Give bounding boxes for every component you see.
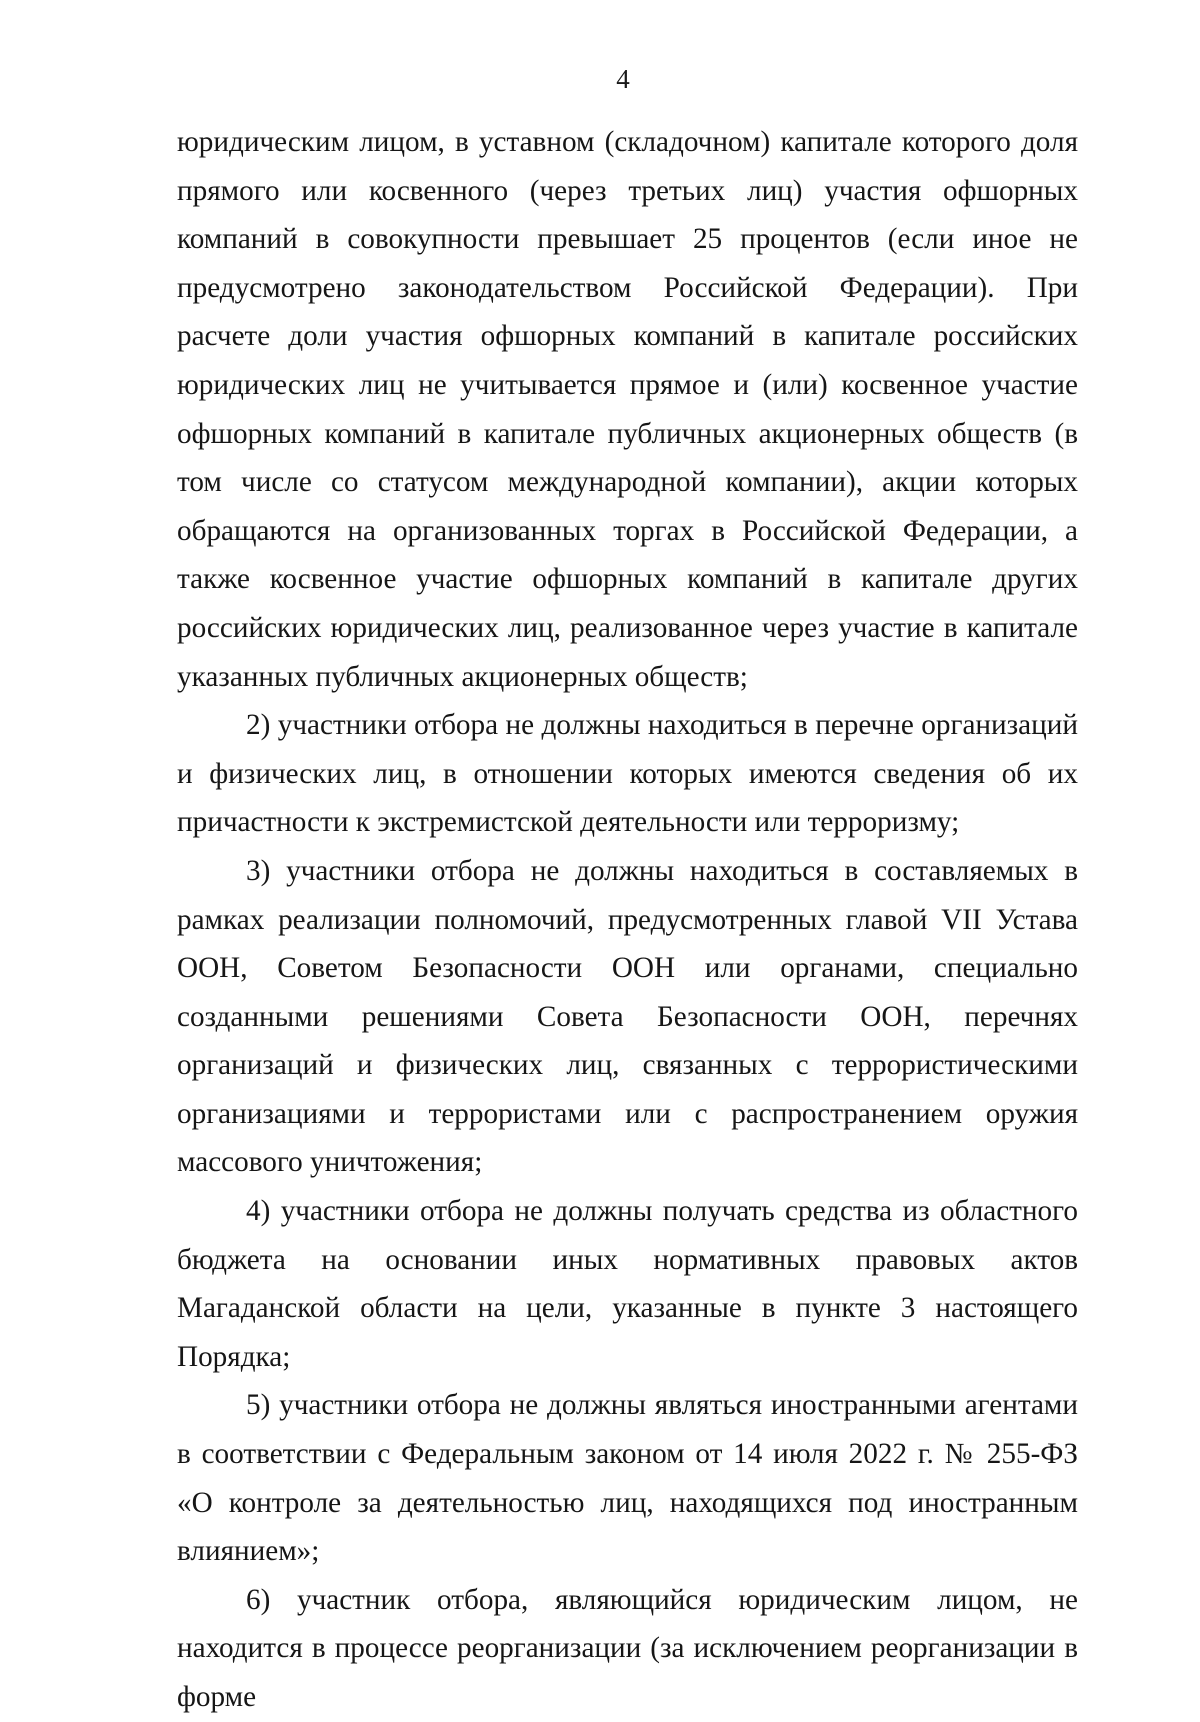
paragraph-item-4: 4) участники отбора не должны получать средства из областного бюджета на основании иных нормативных правовых актов Магаданской области на цели, указанные в пункте 3 настоящего Порядка; (177, 1195, 1078, 1373)
paragraph-item-6: 6) участник отбора, являющийся юридическим лицом, не находится в процессе реорганизации (за исключением реорганизации в форме (177, 1583, 1078, 1713)
paragraph-continuation: юридическим лицом, в уставном (складочном) капитале которого доля прямого или косвенного (через третьих лиц) участия офшорных компаний в совокупности превышает 25 процентов (если иное не предусмотрено законодательством Российской Федерации). При расчете доли участия офшорных компаний в капитале российских юридических лиц не учитывается прямое и (или) косвенное участие офшорных компаний в капитале публичных акционерных обществ (в том числе со статусом международной компании), акции которых обращаются на организованных торгах в Российской Федерации, а также косвенное участие офшорных компаний в капитале других российских юридических лиц, реализованное через участие в капитале указанных публичных акционерных обществ; (177, 126, 1078, 693)
page-number: 4 (616, 64, 630, 94)
paragraph-item-2: 2) участники отбора не должны находиться в перечне организаций и физических лиц, в отношении которых имеются сведения об их причастности к экстремистской деятельности или терроризму; (177, 709, 1078, 839)
paragraph-item-5: 5) участники отбора не должны являться иностранными агентами в соответствии с Федеральным законом от 14 июля 2022 г. № 255-ФЗ «О контроле за деятельностью лиц, находящихся под иностранным влиянием»; (177, 1389, 1078, 1568)
document-body (177, 118, 1078, 1722)
paragraph-item-3: 3) участники отбора не должны находиться в составляемых в рамках реализации полномочий, предусмотренных главой VII Устава ООН, Советом Безопасности ООН или органами, специально созданными решениями Совета Безопасности ООН, перечнях организаций и физических лиц, связанных с террористическими организациями и террористами или с распространением оружия массового уничтожения; (177, 854, 1078, 1179)
